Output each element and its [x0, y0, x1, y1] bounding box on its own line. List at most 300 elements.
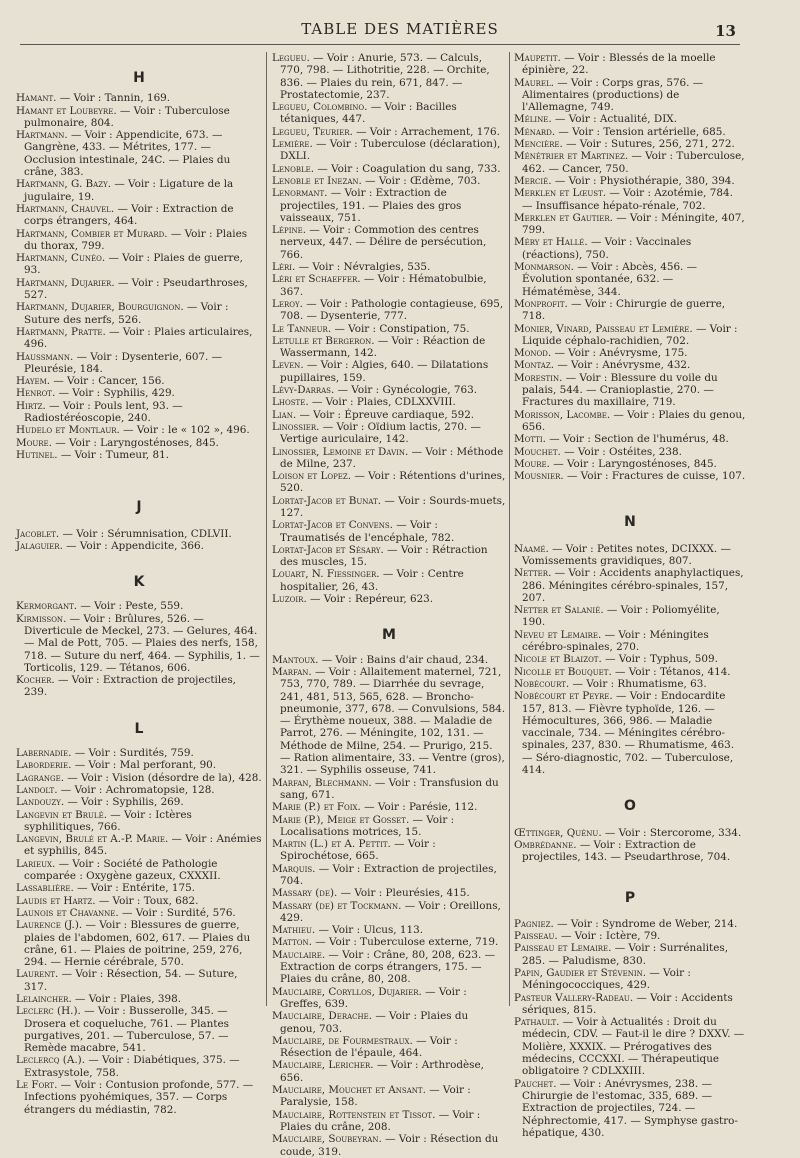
entry-text: . — Voir : Accidents sériques, 815.	[522, 991, 733, 1016]
entry-text: . — Voir : Tension artérielle, 685.	[551, 125, 726, 138]
author-name: Launois et Chavanne	[16, 906, 116, 919]
entry-text: . — Voir : Peste, 559.	[73, 600, 184, 613]
entry-text: . — Voir : Paralysie, 158.	[280, 1084, 471, 1109]
entry-text: . — Voir : Pathologie contagieuse, 695, 708. — Dysenterie, 777.	[280, 297, 504, 323]
entry-text: . — Voir : Sourds-muets, 127.	[280, 494, 506, 519]
author-name: Kocher	[16, 674, 52, 687]
entry-text: . — Voir : Tumeur, 81.	[54, 448, 170, 461]
index-entry	[514, 433, 746, 445]
entry-text: . — Voir : Sutures, 256, 271, 272.	[559, 138, 735, 151]
index-entry	[514, 653, 746, 665]
author-name: Lortat-Jacob et Sésary	[272, 543, 381, 556]
section-letter: L	[134, 720, 144, 737]
index-entry	[16, 129, 262, 178]
author-name: Mauclaire, Lericher	[272, 1059, 371, 1072]
author-name: Lépine	[272, 224, 303, 237]
entry-text: . — Voir : Œdème, 703.	[358, 174, 481, 187]
index-entry	[16, 858, 262, 883]
author-name: Hartmann, Combier et Murard	[16, 227, 165, 240]
index-entry	[16, 400, 262, 425]
author-name: Ménétrier et Martinez	[514, 150, 625, 163]
author-name: Netter	[514, 567, 549, 580]
index-entry	[16, 796, 262, 808]
entry-text: . — Voir : Surdité, 576.	[115, 906, 236, 919]
author-name: Nicolle et Bouquet	[514, 665, 609, 678]
index-entry	[16, 600, 262, 612]
author-name: Leroy	[272, 297, 300, 310]
author-name: Mauclaire, Coryllos, Dujarier	[272, 985, 419, 998]
author-name: Paisseau	[514, 930, 555, 943]
index-entry	[514, 298, 746, 323]
index-entry	[16, 228, 262, 253]
author-name: Langevin et Brulé	[16, 808, 104, 821]
section-letter: J	[136, 499, 142, 516]
author-name: Larieux	[16, 857, 52, 870]
index-entry	[16, 759, 262, 771]
index-entry	[514, 604, 746, 629]
entry-text: . — Voir : Suture des nerfs, 526.	[24, 301, 229, 326]
index-entry	[272, 863, 506, 888]
index-entry	[272, 1059, 506, 1084]
index-entry	[272, 470, 506, 495]
entry-text: . — Voir : Allaitement maternel, 721, 753, 770, 789. — Diarrhée du sevrage, 241, 481, 513, 565, 628. — Broncho-pneumonie, 377, 678. — Convulsions, 584. — Érythème noueux, 388. — Maladie de Parrot, 276. — Méningite, 102, 131. — Méthode de Milne, 254. — Prurigo, 215. — Ration alimentaire, 33. — Ventre (gros), 321. — Syphilis osseuse, 741.	[280, 665, 506, 777]
entry-text: . — Voir : Contusion profonde, 577. — Infections pyohémiques, 357. — Corps étrangers du médiastin, 782.	[24, 1079, 254, 1116]
entry-text: . — Voir : Endocardite 157, 813. — Fièvre typhoïde, 126. — Hémocultures, 366, 986. — Maladie vaccinale, 734. — Méningites cérébro-spinales, 237, 830. — Rhumatisme, 463. — Séro-diagnostic, 702. — Tuberculose, 414.	[522, 690, 735, 777]
author-name: Laborderie	[16, 759, 69, 772]
entry-text: . — Voir : Névralgies, 535.	[292, 261, 431, 274]
index-entry	[514, 347, 746, 359]
entry-text: . — Voir : Toux, 682.	[92, 894, 199, 907]
author-name: Méline	[514, 113, 549, 126]
index-entry	[272, 801, 506, 813]
author-name: Maurel	[514, 76, 551, 89]
author-name: Letulle et Bergeron	[272, 334, 372, 347]
index-entry	[272, 949, 506, 986]
index-entry	[16, 993, 262, 1005]
entry-text: . — Voir : Rhumatisme, 63.	[565, 677, 707, 690]
page-title: TABLE DES MATIÈRES	[301, 20, 499, 38]
index-entry	[514, 138, 746, 150]
author-name: Lenoble et Inezan	[272, 174, 359, 187]
index-entry	[272, 175, 506, 187]
author-name: Hayem	[16, 375, 47, 388]
entry-text: . — Voir : Extraction de projectiles, 704.	[280, 862, 497, 887]
index-entry	[272, 224, 506, 261]
index-entry	[272, 126, 506, 138]
index-entry	[514, 150, 746, 175]
entry-text: . — Voir : Bacilles tétaniques, 447.	[280, 101, 457, 126]
entry-text: . — Voir : Oïdium lactis, 270. — Vertige auriculaire, 142.	[280, 420, 481, 446]
index-entry	[272, 838, 506, 863]
index-entry	[272, 544, 506, 569]
author-name: Nobécourt	[514, 677, 566, 690]
entry-text: . — Voir : Algies, 640. — Dilatations pupillaires, 159.	[280, 359, 489, 384]
entry-text: . — Voir : Dysenterie, 607. — Pleurésie, 184.	[24, 350, 223, 375]
index-entry	[16, 784, 262, 796]
index-entry	[272, 814, 506, 839]
entry-text: . — Voir : Localisations motrices, 15.	[280, 813, 455, 838]
entry-text: . — Voir : Extraction de projectiles, 239.	[24, 674, 236, 699]
entry-text: . — Voir : Arrachement, 176.	[349, 125, 500, 138]
author-name: Leven	[272, 359, 301, 372]
index-entry	[16, 895, 262, 907]
author-name: Haussmann	[16, 350, 70, 363]
entry-text: . — Voir : Anémies et syphilis, 845.	[24, 833, 262, 858]
author-name: Landouzy	[16, 796, 61, 809]
author-name: Pauchet	[514, 1077, 554, 1090]
author-name: Matton	[272, 936, 309, 949]
index-entry	[272, 519, 506, 544]
index-entry	[272, 986, 506, 1011]
entry-text: . — Voir : Résection du coude, 319.	[280, 1133, 499, 1158]
index-entry	[16, 968, 262, 993]
index-entry	[514, 458, 746, 470]
entry-text: . — Voir : Syndrome de Weber, 214.	[550, 917, 738, 930]
entry-text: . — Voir : Liquide céphalo-rachidien, 702.	[522, 322, 738, 347]
entry-text: . — Voir : Blessures de guerre, plaies de l'abdomen, 602, 617. — Plaies du crâne, 61. — Plaies de poitrine, 259, 276, 294. — Hernie cérébrale, 570.	[24, 919, 251, 969]
entry-text: . — Voir : Tannin, 169.	[53, 92, 171, 105]
entry-text: . — Voir : Tuberculose externe, 719.	[308, 936, 499, 949]
author-name: Massary (de)	[272, 887, 335, 900]
index-entry	[272, 359, 506, 384]
author-name: Hartmann, G. Bazy	[16, 178, 108, 191]
author-name: Naamé	[514, 542, 546, 555]
author-name: Monmarson	[514, 261, 571, 274]
page-header	[0, 18, 800, 44]
entry-text: . — Voir : Vision (désordre de la), 428.	[60, 771, 262, 784]
author-name: Pagniez	[514, 917, 551, 930]
entry-text: . — Voir : Crâne, 80, 208, 623. — Extraction de corps étrangers, 175. — Plaies du crâne, 80, 208.	[280, 948, 495, 986]
entry-text: . — Voir : Physiothérapie, 380, 394.	[548, 174, 735, 187]
index-entry	[272, 924, 506, 936]
entry-text: . — Voir : Achromatopsie, 128.	[54, 783, 215, 796]
entry-text: . — Voir : Plaies de guerre, 93.	[24, 252, 243, 277]
author-name: Hamant et Loubeyre	[16, 104, 114, 117]
entry-text: . — Voir : Tuberculose (déclaration), DXLI.	[280, 138, 501, 163]
entry-text: . — Voir : Mal perforant, 90.	[68, 759, 217, 772]
index-entry	[514, 175, 746, 187]
author-name: Nicole et Blaizot	[514, 653, 599, 666]
index-entry	[16, 449, 262, 461]
author-name: Marfan, Blechmann	[272, 776, 369, 789]
entry-text: . — Voir : Coagulation du sang, 733.	[310, 162, 501, 175]
author-name: Laurent	[16, 968, 56, 981]
author-name: Hartmann, Dujarier, Bourguignon	[16, 301, 181, 314]
author-name: Landolt	[16, 783, 55, 796]
section-letter: N	[624, 514, 636, 531]
index-entry	[272, 384, 506, 396]
author-name: Hartmann, Chauvel	[16, 202, 111, 215]
entry-text: . — Voir : Chirurgie de guerre, 718.	[522, 297, 726, 323]
index-entry	[16, 772, 262, 784]
entry-text: . — Voir : Sérumnisation, CDLVII.	[55, 527, 232, 540]
entry-text: . — Voir : Société de Pathologie comparée : Oxygène gazeux, CXXXII.	[24, 857, 221, 883]
index-entry	[272, 495, 506, 520]
index-entry	[16, 613, 262, 674]
index-entry	[514, 690, 746, 776]
author-name: Nobécourt et Peyre	[514, 690, 610, 703]
author-name: Moure	[514, 457, 547, 470]
header-rule	[20, 44, 740, 45]
entry-text: . — Voir : Appendicite, 673. — Gangrène, 433. — Métrites, 177. — Occlusion intestinale, 24C. — Plaies du crâne, 383.	[24, 129, 231, 179]
entry-text: . — Voir : Épreuve cardiaque, 592.	[292, 408, 475, 421]
author-name: Laurence (J.)	[16, 919, 79, 932]
index-entry	[272, 163, 506, 175]
index-entry	[514, 113, 746, 125]
author-name: Lenormant	[272, 187, 325, 200]
author-name: Loison et Lopez	[272, 470, 348, 483]
index-entry	[514, 1016, 746, 1077]
author-name: Mencière	[514, 138, 560, 151]
author-name: Marie (P.) et Foix	[272, 801, 358, 814]
entry-text: . — Voir : Syphilis, 429.	[51, 387, 175, 400]
author-name: Marie (P.), Meige et Gosset	[272, 813, 406, 826]
index-entry	[16, 919, 262, 968]
index-entry	[272, 335, 506, 360]
entry-text: . — Voir : Plaies, CDLXXVIII.	[305, 396, 456, 409]
author-name: Hartmann, Pratte	[16, 325, 103, 338]
entry-text: . — Voir : Plaies du genou, 656.	[522, 408, 746, 433]
index-entry	[514, 446, 746, 458]
author-name: Legueu	[272, 52, 307, 64]
index-entry	[272, 138, 506, 163]
entry-text: . — Voir : Tuberculose pulmonaire, 804.	[24, 104, 230, 129]
author-name: Paisseau et Lemaire	[514, 942, 609, 955]
index-entry	[514, 1078, 746, 1139]
index-entry	[272, 323, 506, 335]
entry-text: . — Voir : Pseudarthroses, 527.	[24, 276, 248, 302]
author-name: Morisson, Lacombe	[514, 408, 607, 421]
section-letter: P	[624, 889, 636, 906]
index-entry	[16, 1005, 262, 1054]
entry-text: . — Voir : Appendicite, 366.	[59, 539, 204, 552]
index-entry	[272, 1109, 506, 1134]
author-name: Hirtz	[16, 399, 43, 412]
index-entry	[514, 52, 746, 77]
author-name: Langevin, Brulé et A.-P. Marie	[16, 833, 165, 846]
author-name: Monier, Vinard, Paisseau et Lemière	[514, 322, 690, 335]
column-divider	[266, 52, 267, 1006]
index-entry	[16, 277, 262, 302]
author-name: Mantoux	[272, 653, 316, 666]
entry-text: . — Voir : Abcès, 456. — Évolution spontanée, 632. — Hématémèse, 344.	[522, 261, 698, 298]
index-entry	[16, 178, 262, 203]
index-entry	[514, 930, 746, 942]
index-entry	[16, 105, 262, 130]
entry-text: . — Voir : Anurie, 573. — Calculs, 770, 798. — Lithotritie, 228. — Orchite, 836. — Plaies du rein, 671, 847. — Prostatectomie, 237.	[280, 52, 490, 101]
entry-text: . — Voir : Ictère, 79.	[554, 930, 661, 943]
entry-text: . — Voir : Extraction de projectiles, 191. — Plaies des gros vaisseaux, 751.	[280, 187, 462, 224]
entry-text: . — Voir : Plaies articulaires, 496.	[24, 325, 253, 351]
author-name: Leclercq (A.)	[16, 1054, 82, 1067]
author-name: Motti	[514, 433, 543, 446]
author-name: Hartmann, Dujarier	[16, 276, 112, 289]
index-entry	[16, 809, 262, 834]
index-entry	[272, 273, 506, 298]
entry-text: . — Voir : Méningites cérébro-spinales, 270.	[522, 628, 709, 654]
author-name: Hudelo et Montlaur	[16, 424, 117, 437]
index-entry	[272, 654, 506, 666]
author-name: Martin (L.) et A. Pettit	[272, 838, 388, 851]
index-entry	[272, 421, 506, 446]
author-name: Massary (de) et Tockmann	[272, 899, 399, 912]
entry-text: . — Voir : Repéreur, 623.	[303, 593, 434, 606]
index-entry	[16, 833, 262, 858]
entry-text: . — Voir : Rétentions d'urines, 520.	[280, 470, 506, 495]
index-entry	[514, 236, 746, 261]
entry-text: . — Voir : Corps gras, 576. — Alimentaires (productions) de l'Allemagne, 749.	[522, 76, 704, 114]
entry-text: . — Voir : Blessés de la moelle épinière, 22.	[522, 52, 716, 77]
author-name: Pathault	[514, 1016, 557, 1029]
entry-text: . — Voir : Surrénalites, 285. — Paludisme, 830.	[522, 942, 728, 967]
section-letter: O	[624, 798, 636, 815]
index-entry	[16, 387, 262, 399]
entry-text: . — Voir : Méthode de Milne, 237.	[280, 445, 504, 470]
entry-text: . — Voir : Pouls lent, 93. — Radiostéréoscopie, 240.	[24, 399, 183, 425]
entry-text: . — Voir : Laryngosténoses, 845.	[48, 436, 219, 449]
index-entry	[514, 261, 746, 298]
entry-text: . — Voir : Greffes, 639.	[280, 985, 467, 1010]
index-entry	[272, 1133, 506, 1158]
author-name: Jalaguier	[16, 539, 60, 552]
author-name: Le Fort	[16, 1079, 55, 1092]
author-name: Legueu, Teurier	[272, 125, 350, 138]
entry-text: . — Voir : Petites notes, DCIXXX. — Vomissements gravidiques, 807.	[522, 542, 731, 567]
entry-text: . — Voir : Gynécologie, 763.	[330, 384, 478, 397]
author-name: Maupetit	[514, 52, 558, 64]
entry-text: . — Voir : Vaccinales (réactions), 750.	[522, 236, 692, 261]
index-entry	[16, 252, 262, 277]
author-name: Netter et Salanié	[514, 604, 601, 617]
entry-text: . — Voir : Ostéites, 238.	[557, 445, 682, 458]
author-name: Marfan	[272, 665, 309, 678]
entry-text: . — Voir : Busserolle, 345. — Drosera et coqueluche, 761. — Plantes purgatives, 201. — Tuberculose, 57. — Remède macabre, 541.	[24, 1005, 229, 1055]
entry-text: . — Voir : Ligature de la jugulaire, 19.	[24, 178, 234, 203]
entry-text: . — Voir : Tétanos, 414.	[608, 665, 731, 678]
entry-text: . — Voir à Actualités : Droit du médecin, CDV. — Faut-il le dire ? DXXV. — Molière, XXXIX. — Prérogatives des médecins, CCCXXI. — Thérapeutique obligatoire ? CDLXXIII.	[522, 1016, 745, 1078]
author-name: Mauclaire	[272, 948, 322, 961]
author-name: Marquis	[272, 862, 313, 875]
author-name: Lévy-Darras	[272, 384, 331, 397]
author-name: Jacoblet	[16, 527, 56, 540]
author-name: Mousnier	[514, 470, 561, 483]
section-letter: K	[133, 574, 145, 591]
entry-text: . — Voir : Traumatisés de l'encéphale, 782.	[280, 519, 455, 544]
entry-text: . — Voir : Méningococciques, 429.	[522, 967, 691, 992]
index-entry	[514, 187, 746, 212]
index-entry	[16, 1079, 262, 1116]
author-name: Pasteur Vallery-Radeau	[514, 991, 630, 1004]
author-name: Linossier	[272, 420, 317, 433]
index-entry	[272, 887, 506, 899]
author-name: Le Tanneur	[272, 322, 328, 335]
entry-text: . — Voir : Actualité, DIX.	[548, 113, 678, 126]
index-entry	[514, 323, 746, 348]
index-column-1	[16, 52, 262, 1116]
author-name: Luzoir	[272, 593, 304, 606]
entry-text: . — Voir : Accidents anaphylactiques, 286. Méningites cérébro-spinales, 157, 207.	[522, 567, 744, 604]
author-name: Lhoste	[272, 396, 306, 409]
author-name: Mauclaire, Derache	[272, 1010, 369, 1023]
entry-text: . — Voir : Commotion des centres nerveux, 447. — Délire de persécution, 766.	[280, 224, 487, 261]
index-entry	[514, 126, 746, 138]
index-entry	[514, 409, 746, 434]
author-name: Mauclaire, Mouchet et Ansant	[272, 1084, 423, 1097]
author-name: Monod	[514, 347, 548, 360]
entry-text: . — Voir : Tuberculose, 462. — Cancer, 750.	[522, 150, 745, 175]
author-name: Hartmann, Cunéo	[16, 252, 102, 265]
entry-text: . — Voir : Plaies, 398.	[68, 993, 182, 1005]
index-entry	[16, 424, 262, 436]
entry-text: . — Voir : Fractures de cuisse, 107.	[560, 470, 746, 483]
author-name: Labernadie	[16, 747, 69, 760]
index-entry	[272, 187, 506, 224]
index-entry	[16, 907, 262, 919]
entry-text: . — Voir : Rétraction des muscles, 15.	[280, 543, 488, 569]
entry-text: . — Voir : Résection, 54. — Suture, 317.	[24, 968, 238, 993]
index-entry	[272, 298, 506, 323]
entry-text: . — Voir : Cancer, 156.	[46, 375, 165, 388]
index-entry	[16, 882, 262, 894]
index-entry	[16, 203, 262, 228]
author-name: Henrot	[16, 387, 52, 400]
entry-text: . — Voir : Plaies du crâne, 208.	[280, 1108, 481, 1133]
author-name: Moure	[16, 436, 49, 449]
index-entry	[272, 409, 506, 421]
entry-text: . — Voir : Centre hospitalier, 26, 43.	[280, 568, 464, 593]
entry-text: . — Voir : Pleurésies, 415.	[334, 887, 470, 900]
author-name: Montaz	[514, 359, 551, 372]
section-letter: M	[382, 627, 396, 644]
author-name: Ombrédanne	[514, 838, 574, 851]
index-entry	[272, 1010, 506, 1035]
author-name: Kermorgant	[16, 600, 74, 613]
author-name: Mauclaire, Rottenstein et Tissot	[272, 1108, 433, 1121]
author-name: Mauclaire, de Fourmestraux	[272, 1034, 410, 1047]
author-name: Morestin	[514, 371, 560, 384]
index-entry	[514, 212, 746, 237]
author-name: Papin, Gaudier et Stévenin	[514, 967, 643, 979]
index-entry	[272, 101, 506, 126]
index-entry	[514, 567, 746, 604]
entry-text: . — Voir : Anévrysme, 432.	[550, 359, 691, 372]
entry-text: . — Voir : Blessure du voile du palais, 544. — Cranioplastie, 270. — Fractures du maxillaire, 719.	[522, 371, 718, 409]
author-name: Hamant	[16, 92, 54, 105]
author-name: Lenoble	[272, 162, 311, 175]
author-name: Monprofit	[514, 297, 565, 310]
index-entry	[16, 674, 262, 699]
index-entry	[514, 839, 746, 864]
index-entry	[514, 470, 746, 482]
author-name: Merklen et Lœust	[514, 187, 603, 200]
author-name: Lian	[272, 408, 293, 421]
author-name: Lortat-Jacob et Convens	[272, 519, 390, 532]
author-name: Méry et Hallé	[514, 236, 585, 249]
author-name: Hutinel	[16, 448, 55, 461]
author-name: Lassablière	[16, 882, 71, 895]
index-entry	[272, 666, 506, 777]
index-entry	[272, 1035, 506, 1060]
index-entry	[16, 326, 262, 351]
entry-text: . — Voir : Syphilis, 269.	[60, 796, 184, 809]
author-name: Neveu et Lemaire	[514, 628, 599, 641]
entry-text: . — Voir : Arthrodèse, 656.	[280, 1059, 484, 1084]
entry-text: . — Voir : Réaction de Wassermann, 142.	[280, 334, 486, 360]
entry-text: . — Voir : Bains d'air chaud, 234.	[315, 653, 489, 666]
entry-text: . — Voir : Plaies du genou, 703.	[280, 1010, 469, 1035]
entry-text: . — Voir : Ictères syphilitiques, 766.	[24, 808, 192, 833]
index-entry	[272, 936, 506, 948]
